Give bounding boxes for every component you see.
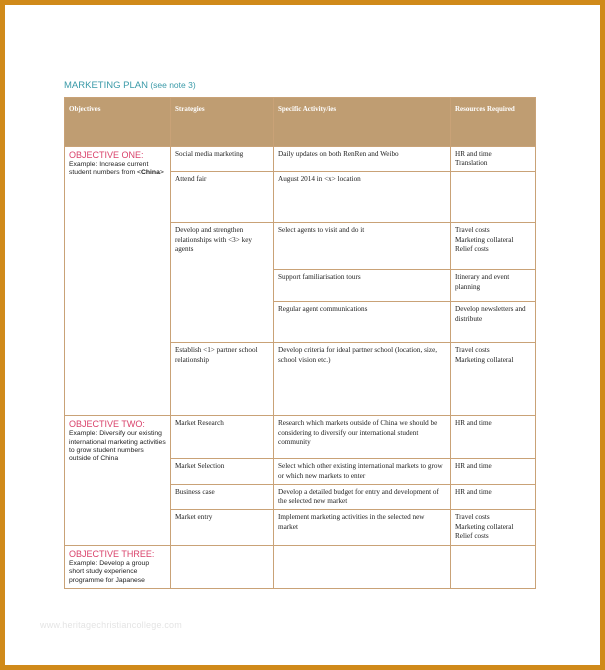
- strategy-cell: Business case: [171, 484, 274, 509]
- objective-three-cell: [65, 546, 171, 589]
- resource-cell: Itinerary and event planning: [451, 270, 536, 302]
- table-row: [65, 147, 536, 172]
- title-note: (see note 3): [150, 80, 196, 90]
- resource-cell: HR and time: [451, 459, 536, 484]
- activity-cell: Regular agent communications: [274, 302, 451, 343]
- strategy-cell: Market Selection: [171, 459, 274, 484]
- activity-cell: August 2014 in <x> location: [274, 172, 451, 223]
- objective-two-title: OBJECTIVE TWO:: [69, 419, 145, 430]
- resource-cell: Travel costs Marketing collateral Relief costs: [451, 510, 536, 546]
- strategy-cell: Social media marketing: [171, 147, 274, 172]
- header-objectives: Objectives: [65, 98, 171, 147]
- watermark: www.heritagechristiancollege.com: [40, 620, 182, 630]
- activity-cell: [274, 546, 451, 589]
- objective-one-cell: [65, 147, 171, 416]
- strategy-cell: Market entry: [171, 510, 274, 546]
- header-activities: Specific Activity/ies: [274, 98, 451, 147]
- strategy-cell: Attend fair: [171, 172, 274, 223]
- activity-cell: Develop criteria for ideal partner school (location, size, school vision etc.): [274, 343, 451, 416]
- objective-one-text: Example: Increase current student numbers from <China>: [69, 160, 164, 177]
- strategy-cell: Establish <1> partner school relationship: [171, 343, 274, 416]
- activity-cell: Research which markets outside of China we should be considering to diversify our international student community: [274, 416, 451, 459]
- resource-cell: HR and time Translation: [451, 147, 536, 172]
- activity-cell: Daily updates on both RenRen and Weibo: [274, 147, 451, 172]
- resource-cell: [451, 546, 536, 589]
- activity-cell: Select which other existing international markets to grow or which new markets to enter: [274, 459, 451, 484]
- resource-cell: Travel costs Marketing collateral: [451, 343, 536, 416]
- activity-cell: Support familiarisation tours: [274, 270, 451, 302]
- table-row: [65, 416, 536, 459]
- strategy-cell: Develop and strengthen relationships with <3> key agents: [171, 223, 274, 343]
- objective-three-text: Example: Develop a group short study experience programme for Japanese: [69, 560, 150, 584]
- marketing-plan-table: [64, 97, 536, 589]
- header-row: [65, 98, 536, 147]
- title-main: MARKETING PLAN: [64, 80, 148, 91]
- plan-title: [64, 80, 196, 91]
- activity-cell: Select agents to visit and do it: [274, 223, 451, 270]
- objective-two-cell: [65, 416, 171, 546]
- resource-cell: Develop newsletters and distribute: [451, 302, 536, 343]
- activity-cell: Implement marketing activities in the selected new market: [274, 510, 451, 546]
- objective-one-title: OBJECTIVE ONE:: [69, 150, 144, 160]
- resource-cell: HR and time: [451, 416, 536, 459]
- resource-cell: [451, 172, 536, 223]
- header-strategies: Strategies: [171, 98, 274, 147]
- objective-three-title: OBJECTIVE THREE:: [69, 549, 155, 560]
- table-row: [65, 546, 536, 589]
- resource-cell: Travel costs Marketing collateral Relief costs: [451, 223, 536, 270]
- header-resources: Resources Required: [451, 98, 536, 147]
- resource-cell: HR and time: [451, 484, 536, 509]
- strategy-cell: [171, 546, 274, 589]
- objective-two-text: Example: Diversify our existing international marketing activities to grow student numbers outside of China: [69, 430, 166, 463]
- activity-cell: Develop a detailed budget for entry and development of the selected new market: [274, 484, 451, 509]
- strategy-cell: Market Research: [171, 416, 274, 459]
